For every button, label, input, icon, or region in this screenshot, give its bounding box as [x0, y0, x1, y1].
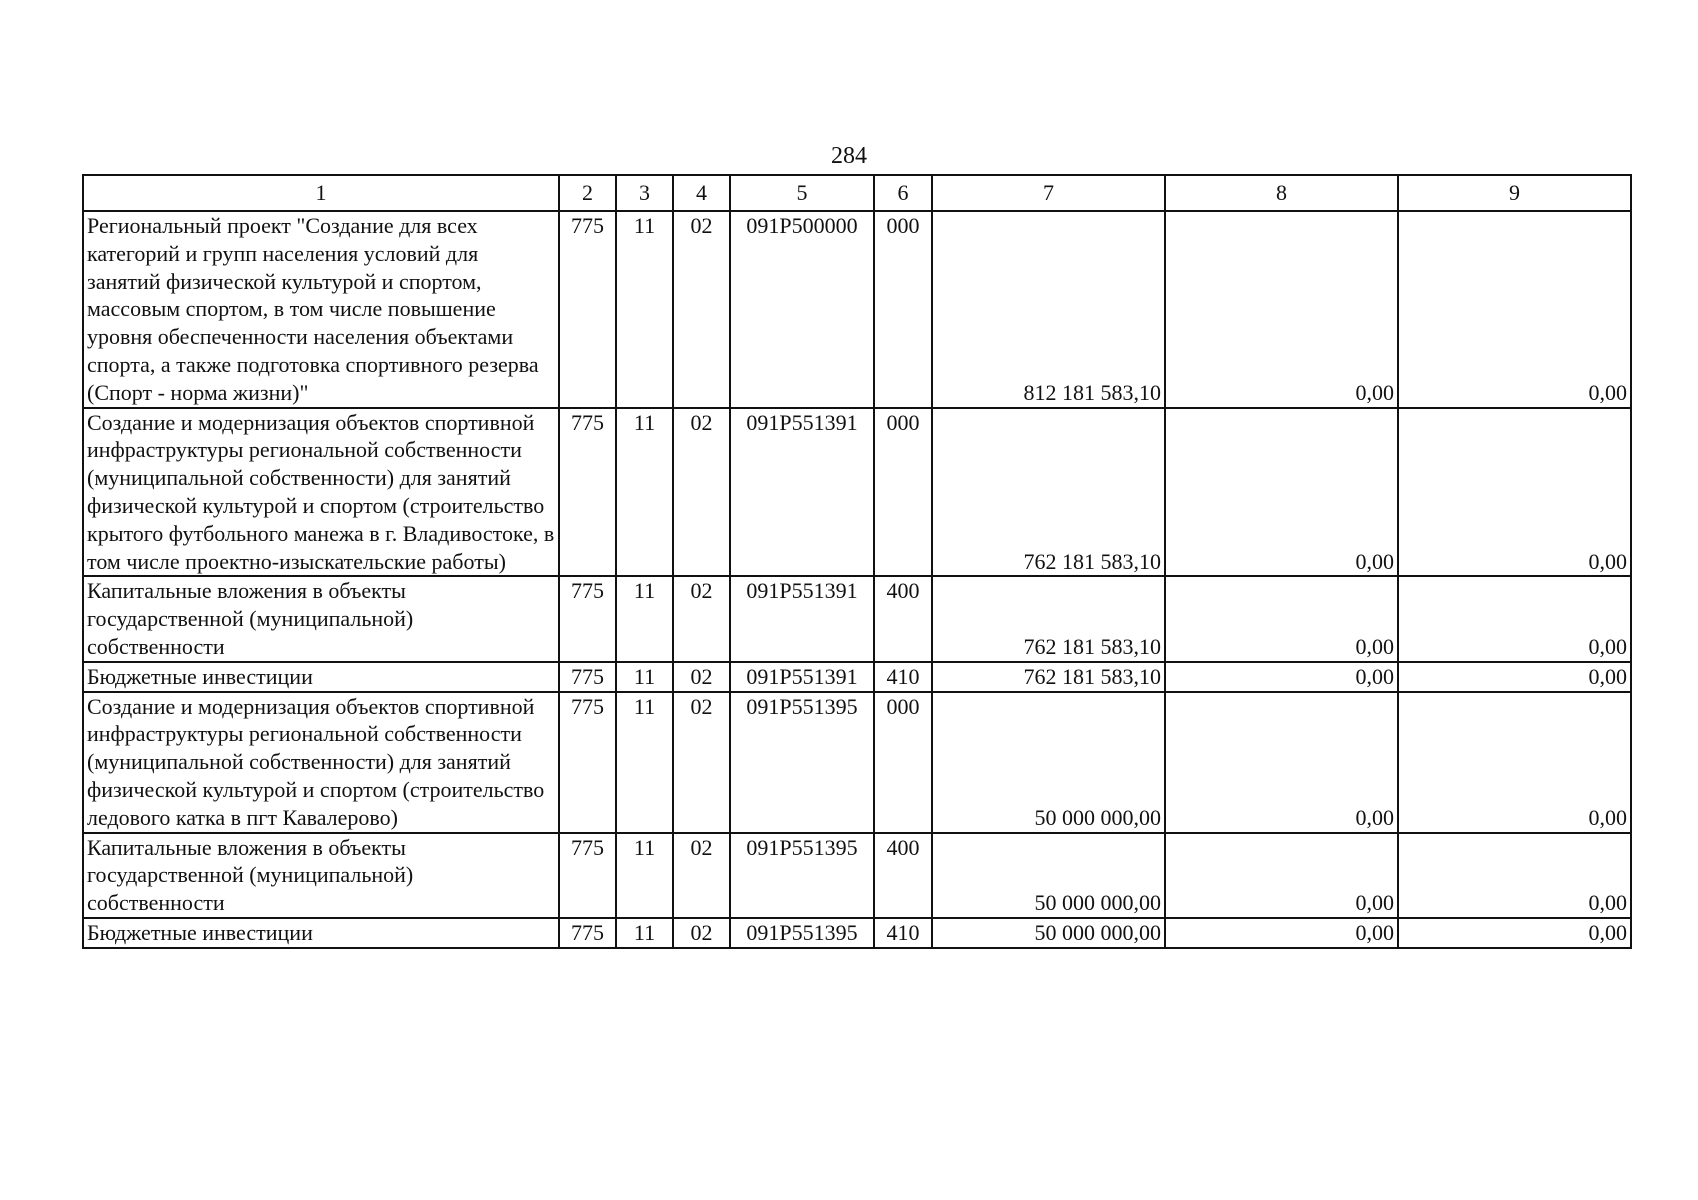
- row-amount-8: [1165, 692, 1398, 833]
- row-amount-7: [932, 408, 1165, 577]
- amount-value: 0,00: [1355, 804, 1394, 830]
- amount-value: 0,00: [1588, 548, 1627, 574]
- row-code-4: 02: [673, 833, 730, 918]
- row-amount-8: [1165, 408, 1398, 577]
- header-cell-8: 8: [1165, 175, 1398, 211]
- row-code-6: 000: [874, 211, 932, 408]
- row-code-3: 11: [616, 662, 673, 692]
- row-code-3: 11: [616, 918, 673, 948]
- row-code-4: 02: [673, 692, 730, 833]
- row-amount-7: [932, 211, 1165, 408]
- table-row: [83, 408, 1631, 577]
- amount-value: 0,00: [1588, 804, 1627, 830]
- row-code-5: 091P551391: [730, 408, 874, 577]
- row-name: Региональный проект "Создание для всех категорий и групп населения условий для занятий физической культурой и спортом, массовым спортом, в том числе повышение уровня обеспеченности населения объектами спорта, а также подготовка спортивного резерва (Спорт - норма жизни)": [83, 211, 559, 408]
- header-cell-7: 7: [932, 175, 1165, 211]
- amount-value: 0,00: [1355, 919, 1394, 945]
- row-amount-8: [1165, 833, 1398, 918]
- row-code-6: 400: [874, 576, 932, 661]
- row-amount-7: [932, 692, 1165, 833]
- header-cell-5: 5: [730, 175, 874, 211]
- row-code-2: 775: [559, 918, 616, 948]
- row-name: Капитальные вложения в объекты государственной (муниципальной) собственности: [83, 833, 559, 918]
- budget-table: [82, 174, 1632, 949]
- amount-value: 0,00: [1588, 379, 1627, 405]
- row-code-6: 000: [874, 408, 932, 577]
- row-code-5: 091P551395: [730, 918, 874, 948]
- row-code-2: 775: [559, 692, 616, 833]
- row-amount-7: [932, 918, 1165, 948]
- amount-value: 762 181 583,10: [1023, 633, 1161, 659]
- header-cell-9: 9: [1398, 175, 1631, 211]
- row-code-2: 775: [559, 408, 616, 577]
- row-amount-9: [1398, 662, 1631, 692]
- row-amount-7: [932, 833, 1165, 918]
- row-amount-9: [1398, 833, 1631, 918]
- row-code-5: 091P551391: [730, 576, 874, 661]
- row-code-6: 410: [874, 662, 932, 692]
- row-amount-7: [932, 576, 1165, 661]
- amount-value: 50 000 000,00: [1034, 890, 1161, 916]
- header-cell-6: 6: [874, 175, 932, 211]
- row-amount-9: [1398, 692, 1631, 833]
- row-code-4: 02: [673, 662, 730, 692]
- row-code-6: 400: [874, 833, 932, 918]
- row-amount-9: [1398, 408, 1631, 577]
- row-code-5: 091P500000: [730, 211, 874, 408]
- row-amount-9: [1398, 211, 1631, 408]
- row-code-3: 11: [616, 576, 673, 661]
- row-code-4: 02: [673, 918, 730, 948]
- header-cell-1: 1: [83, 175, 559, 211]
- row-amount-7: [932, 662, 1165, 692]
- table-row: [83, 918, 1631, 948]
- table-row: [83, 211, 1631, 408]
- row-code-4: 02: [673, 576, 730, 661]
- row-code-5: 091P551391: [730, 662, 874, 692]
- row-code-3: 11: [616, 408, 673, 577]
- amount-value: 0,00: [1588, 890, 1627, 916]
- amount-value: 0,00: [1588, 663, 1627, 689]
- row-name: Бюджетные инвестиции: [83, 662, 559, 692]
- amount-value: 50 000 000,00: [1034, 919, 1161, 945]
- table-header-row: [83, 175, 1631, 211]
- row-amount-8: [1165, 211, 1398, 408]
- amount-value: 0,00: [1355, 633, 1394, 659]
- row-amount-8: [1165, 662, 1398, 692]
- row-code-3: 11: [616, 833, 673, 918]
- row-code-2: 775: [559, 833, 616, 918]
- amount-value: 0,00: [1355, 663, 1394, 689]
- row-code-6: 000: [874, 692, 932, 833]
- row-amount-8: [1165, 918, 1398, 948]
- row-code-4: 02: [673, 408, 730, 577]
- row-amount-9: [1398, 918, 1631, 948]
- row-name: Капитальные вложения в объекты государственной (муниципальной) собственности: [83, 576, 559, 661]
- row-code-3: 11: [616, 692, 673, 833]
- row-code-5: 091P551395: [730, 833, 874, 918]
- amount-value: 0,00: [1588, 633, 1627, 659]
- amount-value: 50 000 000,00: [1034, 804, 1161, 830]
- amount-value: 762 181 583,10: [1023, 548, 1161, 574]
- row-amount-9: [1398, 576, 1631, 661]
- row-code-5: 091P551395: [730, 692, 874, 833]
- amount-value: 0,00: [1355, 379, 1394, 405]
- row-name: Создание и модернизация объектов спортивной инфраструктуры региональной собственности (муниципальной собственности) для занятий физической культурой и спортом (строительство крытого футбольного манежа в г. Владивостоке, в том числе проектно-изыскательские работы): [83, 408, 559, 577]
- row-name: Бюджетные инвестиции: [83, 918, 559, 948]
- header-cell-4: 4: [673, 175, 730, 211]
- table-row: [83, 833, 1631, 918]
- amount-value: 762 181 583,10: [1023, 663, 1161, 689]
- row-code-2: 775: [559, 662, 616, 692]
- amount-value: 0,00: [1588, 919, 1627, 945]
- row-code-6: 410: [874, 918, 932, 948]
- row-amount-8: [1165, 576, 1398, 661]
- row-code-4: 02: [673, 211, 730, 408]
- table-row: [83, 692, 1631, 833]
- row-code-3: 11: [616, 211, 673, 408]
- amount-value: 812 181 583,10: [1023, 379, 1161, 405]
- header-cell-3: 3: [616, 175, 673, 211]
- row-code-2: 775: [559, 211, 616, 408]
- table-row: [83, 662, 1631, 692]
- page-number: 284: [831, 143, 867, 169]
- header-cell-2: 2: [559, 175, 616, 211]
- amount-value: 0,00: [1355, 548, 1394, 574]
- row-code-2: 775: [559, 576, 616, 661]
- row-name: Создание и модернизация объектов спортивной инфраструктуры региональной собственности (муниципальной собственности) для занятий физической культурой и спортом (строительство ледового катка в пгт Кавалерово): [83, 692, 559, 833]
- table-row: [83, 576, 1631, 661]
- amount-value: 0,00: [1355, 890, 1394, 916]
